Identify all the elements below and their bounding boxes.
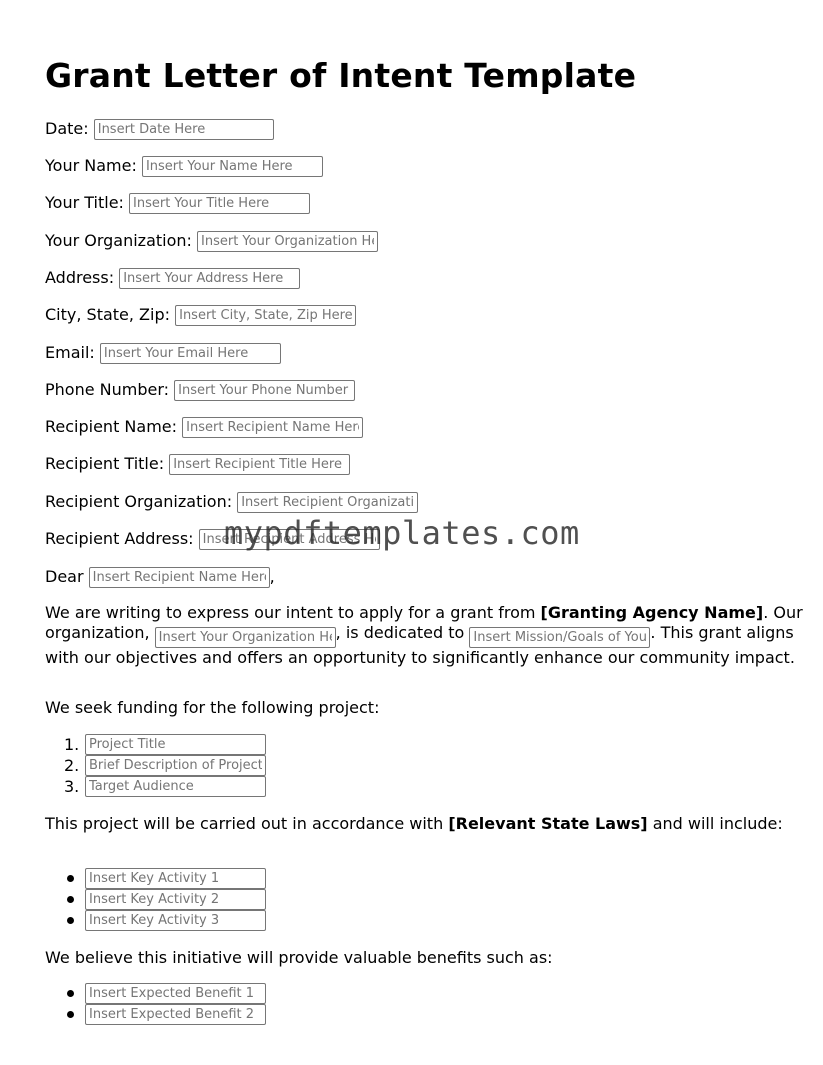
benefits-heading: We believe this initiative will provide valuable benefits such as:: [45, 948, 553, 967]
recipient-title-row: [45, 453, 350, 475]
target-audience-input[interactable]: [85, 776, 266, 797]
mission-goals-input[interactable]: [469, 627, 650, 648]
intro-text-4: . This grant aligns with our objectives and offers an opportunity to significantly enhance our community impact.: [45, 623, 795, 667]
project-title-input[interactable]: [85, 734, 266, 755]
expected-benefit-2-input[interactable]: [85, 1004, 266, 1025]
bullet-icon: [67, 1011, 74, 1018]
recipient-name-input[interactable]: [182, 417, 363, 438]
compliance-paragraph: [45, 814, 805, 834]
your-organization-label: Your Organization:: [45, 231, 192, 250]
city-state-zip-label: City, State, Zip:: [45, 305, 171, 324]
email-row: [45, 342, 281, 364]
intro-paragraph: [45, 603, 805, 668]
your-organization-input[interactable]: [197, 231, 378, 252]
dear-row: [45, 566, 275, 588]
bullet-icon: [67, 917, 74, 924]
list-number: 3.: [64, 777, 80, 796]
recipient-organization-row: [45, 491, 418, 513]
bullet-icon: [67, 896, 74, 903]
your-name-label: Your Name:: [45, 156, 137, 175]
dear-comma: ,: [269, 567, 275, 586]
intro-text-1: We are writing to express our intent to apply for a grant from: [45, 603, 541, 622]
list-number: 2.: [64, 756, 80, 775]
key-activity-3-input[interactable]: [85, 910, 266, 931]
bullet-icon: [67, 990, 74, 997]
your-organization-row: [45, 230, 378, 252]
project-list: [45, 734, 345, 797]
intro-text-3: , is dedicated to: [335, 623, 470, 642]
expected-benefit-1-input[interactable]: [85, 983, 266, 1004]
address-label: Address:: [45, 268, 115, 287]
email-input[interactable]: [100, 343, 281, 364]
list-item: [45, 868, 345, 889]
your-title-input[interactable]: [129, 193, 310, 214]
project-heading: We seek funding for the following project:: [45, 698, 380, 717]
compliance-text-1: This project will be carried out in accordance with: [45, 814, 449, 833]
recipient-name-row: [45, 416, 363, 438]
email-label: Email:: [45, 343, 95, 362]
date-label: Date:: [45, 119, 89, 138]
list-number: 1.: [64, 735, 80, 754]
phone-number-row: [45, 379, 355, 401]
project-description-input[interactable]: [85, 755, 266, 776]
activities-list: [45, 868, 345, 931]
watermark: mypdftemplates.com: [224, 514, 580, 552]
city-state-zip-input[interactable]: [175, 305, 356, 326]
dear-recipient-input[interactable]: [89, 567, 270, 588]
dear-label: Dear: [45, 567, 84, 586]
date-input[interactable]: [94, 119, 274, 140]
date-row: [45, 118, 274, 140]
key-activity-1-input[interactable]: [85, 868, 266, 889]
recipient-title-label: Recipient Title:: [45, 454, 165, 473]
bullet-icon: [67, 875, 74, 882]
recipient-name-label: Recipient Name:: [45, 417, 178, 436]
your-name-input[interactable]: [142, 156, 323, 177]
recipient-organization-input[interactable]: [237, 492, 418, 513]
list-item: [45, 755, 345, 776]
list-item: [45, 734, 345, 755]
page-title: Grant Letter of Intent Template: [45, 56, 637, 95]
phone-number-input[interactable]: [174, 380, 355, 401]
list-item: [45, 776, 345, 797]
list-item: [45, 983, 345, 1004]
your-name-row: [45, 155, 323, 177]
your-title-label: Your Title:: [45, 193, 124, 212]
intro-organization-input[interactable]: [155, 627, 336, 648]
city-state-zip-row: [45, 304, 356, 326]
recipient-address-label: Recipient Address:: [45, 529, 194, 548]
compliance-text-2: and will include:: [647, 814, 783, 833]
your-title-row: [45, 192, 310, 214]
benefits-list: [45, 983, 345, 1025]
key-activity-2-input[interactable]: [85, 889, 266, 910]
list-item: [45, 910, 345, 931]
intro-text-2: . Our organization,: [45, 603, 803, 642]
address-row: [45, 267, 300, 289]
recipient-title-input[interactable]: [169, 454, 350, 475]
relevant-state-laws: [Relevant State Laws]: [448, 814, 648, 833]
list-item: [45, 889, 345, 910]
granting-agency-name: [Granting Agency Name]: [540, 603, 764, 622]
list-item: [45, 1004, 345, 1025]
phone-number-label: Phone Number:: [45, 380, 170, 399]
address-input[interactable]: [119, 268, 300, 289]
recipient-organization-label: Recipient Organization:: [45, 492, 233, 511]
